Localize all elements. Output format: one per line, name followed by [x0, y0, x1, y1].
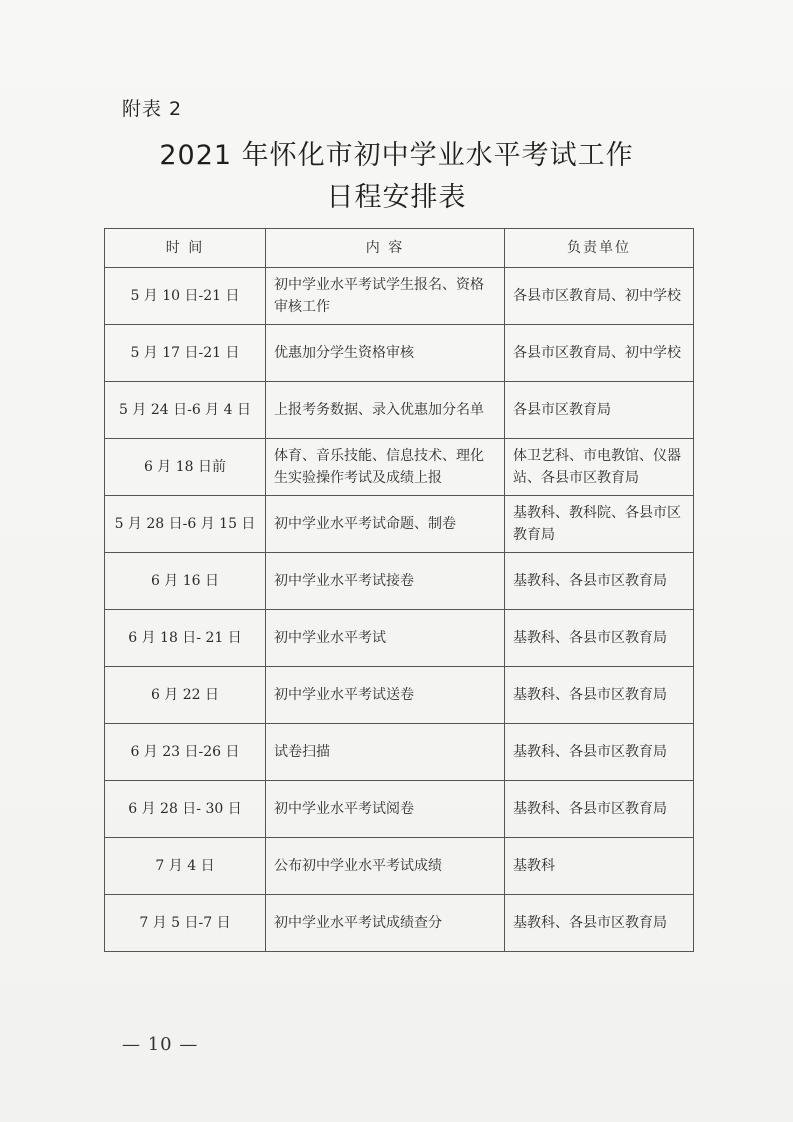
- time-cell: 6 月 23 日-26 日: [105, 724, 266, 781]
- table-row: [105, 781, 694, 838]
- schedule-table: [104, 228, 694, 952]
- content-cell: 初中学业水平考试学生报名、资格审核工作: [266, 268, 505, 325]
- time-cell: 7 月 4 日: [105, 838, 266, 895]
- content-cell: 上报考务数据、录入优惠加分名单: [266, 382, 505, 439]
- unit-cell: 基教科、各县市区教育局: [505, 667, 694, 724]
- document-title-line-1: 2021 年怀化市初中学业水平考试工作: [159, 140, 634, 171]
- unit-cell: 基教科、各县市区教育局: [505, 610, 694, 667]
- table-row: [105, 895, 694, 952]
- time-cell: 6 月 16 日: [105, 553, 266, 610]
- attachment-label: 附表 2: [122, 98, 183, 120]
- table-row: [105, 268, 694, 325]
- column-header-unit: 负责单位: [505, 229, 694, 268]
- unit-cell: 基教科、教科院、各县市区教育局: [505, 496, 694, 553]
- table-row: [105, 724, 694, 781]
- table-row: [105, 610, 694, 667]
- page-number: — 10 —: [122, 1034, 199, 1055]
- content-cell: 初中学业水平考试成绩查分: [266, 895, 505, 952]
- time-cell: 6 月 22 日: [105, 667, 266, 724]
- time-cell: 5 月 28 日-6 月 15 日: [105, 496, 266, 553]
- unit-cell: 各县市区教育局、初中学校: [505, 268, 694, 325]
- table-row: [105, 553, 694, 610]
- content-cell: 试卷扫描: [266, 724, 505, 781]
- table-row: [105, 382, 694, 439]
- table-row: [105, 838, 694, 895]
- time-cell: 5 月 24 日-6 月 4 日: [105, 382, 266, 439]
- unit-cell: 基教科、各县市区教育局: [505, 781, 694, 838]
- unit-cell: 各县市区教育局、初中学校: [505, 325, 694, 382]
- content-cell: 体育、音乐技能、信息技术、理化生实验操作考试及成绩上报: [266, 439, 505, 496]
- table-body: [105, 268, 694, 952]
- table-row: [105, 496, 694, 553]
- table-row: [105, 325, 694, 382]
- schedule-table-container: [104, 228, 693, 952]
- unit-cell: 基教科、各县市区教育局: [505, 895, 694, 952]
- content-cell: 优惠加分学生资格审核: [266, 325, 505, 382]
- time-cell: 6 月 18 日- 21 日: [105, 610, 266, 667]
- time-cell: 6 月 18 日前: [105, 439, 266, 496]
- column-header-time: 时 间: [105, 229, 266, 268]
- time-cell: 5 月 17 日-21 日: [105, 325, 266, 382]
- document-title-line-2: 日程安排表: [326, 182, 467, 213]
- content-cell: 初中学业水平考试命题、制卷: [266, 496, 505, 553]
- time-cell: 5 月 10 日-21 日: [105, 268, 266, 325]
- table-header-row: [105, 229, 694, 268]
- column-header-content: 内 容: [266, 229, 505, 268]
- time-cell: 6 月 28 日- 30 日: [105, 781, 266, 838]
- table-row: [105, 667, 694, 724]
- unit-cell: 体卫艺科、市电教馆、仪器站、各县市区教育局: [505, 439, 694, 496]
- unit-cell: 基教科、各县市区教育局: [505, 553, 694, 610]
- unit-cell: 基教科: [505, 838, 694, 895]
- table-row: [105, 439, 694, 496]
- content-cell: 初中学业水平考试: [266, 610, 505, 667]
- content-cell: 初中学业水平考试阅卷: [266, 781, 505, 838]
- time-cell: 7 月 5 日-7 日: [105, 895, 266, 952]
- content-cell: 初中学业水平考试接卷: [266, 553, 505, 610]
- table-header: [105, 229, 694, 268]
- content-cell: 公布初中学业水平考试成绩: [266, 838, 505, 895]
- unit-cell: 各县市区教育局: [505, 382, 694, 439]
- content-cell: 初中学业水平考试送卷: [266, 667, 505, 724]
- unit-cell: 基教科、各县市区教育局: [505, 724, 694, 781]
